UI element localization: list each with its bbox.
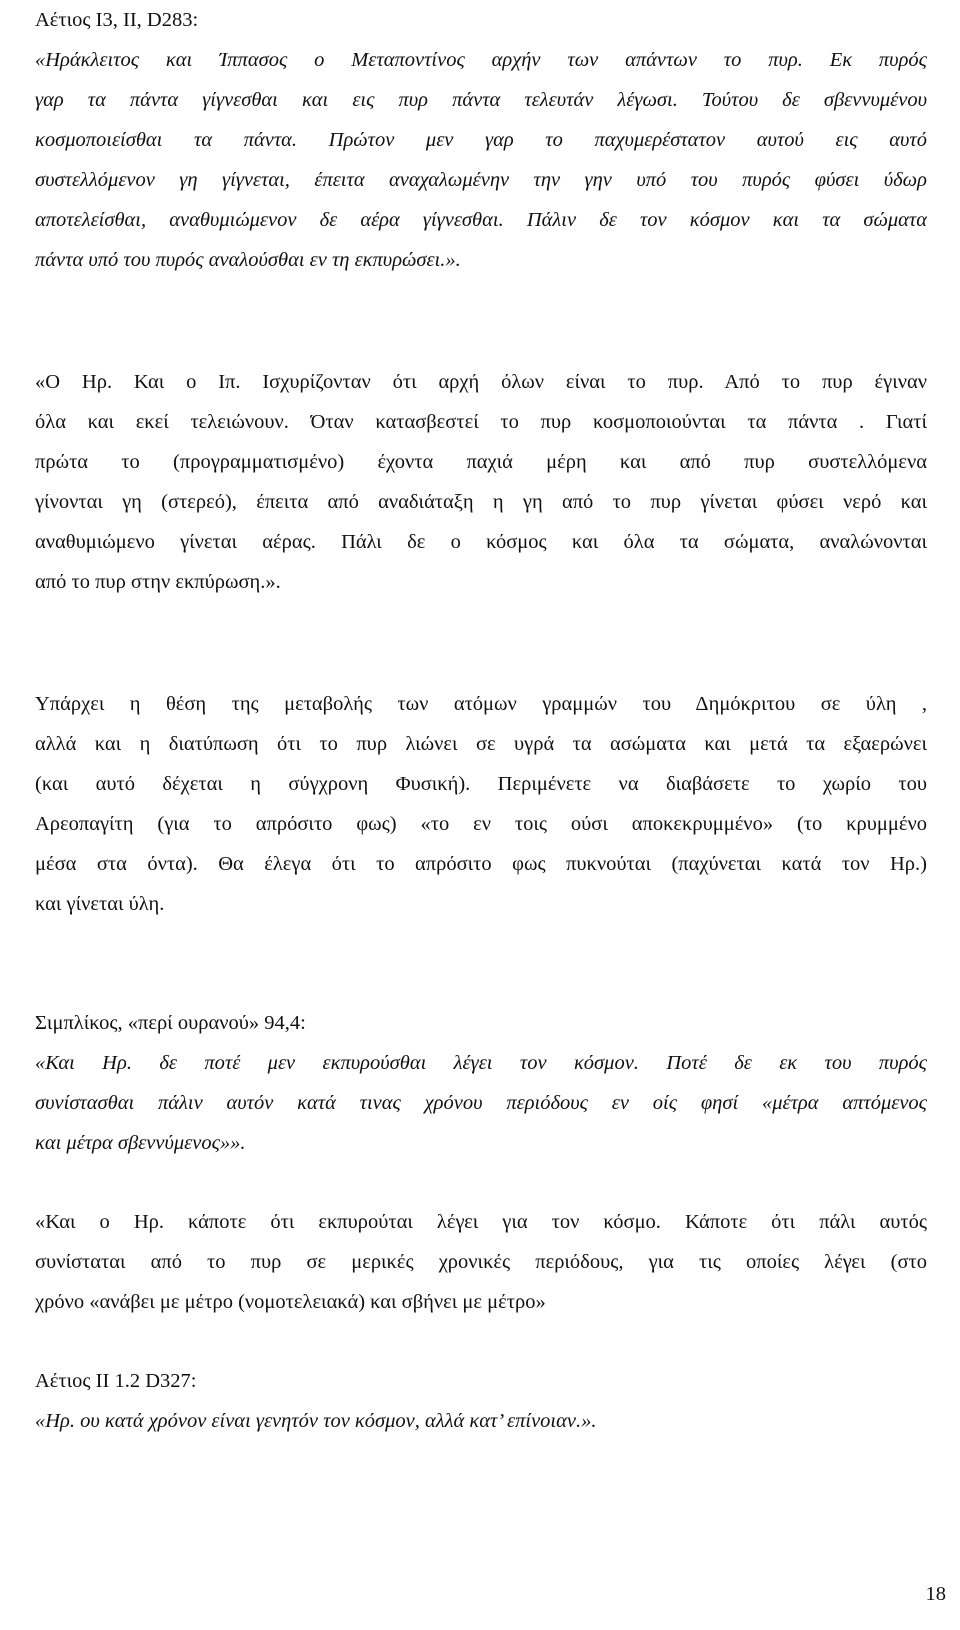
quote-line: «Ηρ. ου κατά χρόνον είναι γενητόν τον κόσμον, αλλά κατ’ επίνοιαν.». bbox=[35, 1410, 597, 1432]
translation-line: αναθυμιώμενο γίνεται αέρας. Πάλι δε ο κόσμος και όλα τα σώματα, αναλώνονται bbox=[35, 531, 927, 553]
quote-line: συστελλόμενον γη γίγνεται, έπειτα αναχαλωμένην την γην υπό του πυρός φύσει ύδωρ bbox=[35, 169, 927, 191]
translation-line: «Ο Ηρ. Και ο Ιπ. Ισχυρίζονταν ότι αρχή όλων είναι το πυρ. Από το πυρ έγιναν bbox=[35, 371, 927, 393]
paragraph-line: μέσα στα όντα). Θα έλεγα ότι το απρόσιτο φως πυκνούται (παχύνεται κατά τον Ηρ.) bbox=[35, 853, 927, 875]
commentary-paragraph bbox=[35, 684, 927, 924]
section-aetios-1 bbox=[35, 0, 927, 40]
section-simplikios bbox=[35, 1003, 927, 1043]
translation-line: γίνονται γη (στερεό), έπειτα από αναδιάταξη η γη από το πυρ γίνεται φύσει νερό και bbox=[35, 491, 927, 513]
paragraph-line: και γίνεται ύλη. bbox=[35, 893, 165, 915]
quote-line: αποτελείσθαι, αναθυμιώμενον δε αέρα γίγνεσθαι. Πάλιν δε τον κόσμον και τα σώματα bbox=[35, 209, 927, 231]
translation-2 bbox=[35, 1202, 927, 1322]
paragraph-line: αλλά και η διατύπωση ότι το πυρ λιώνει σε υγρά τα ασώματα και μετά τα εξαερώνει bbox=[35, 733, 927, 755]
page-number: 18 bbox=[925, 1583, 946, 1605]
section-heading: Αέτιος ΙΙ 1.2 D327: bbox=[35, 1370, 197, 1392]
ancient-quote-2 bbox=[35, 1043, 927, 1163]
quote-line: συνίστασθαι πάλιν αυτόν κατά τινας χρόνου περιόδους εν οίς φησί «μέτρα απτόμενος bbox=[35, 1092, 927, 1114]
translation-line: πρώτα το (προγραμματισμένο) έχοντα παχιά μέρη και από πυρ συστελλόμενα bbox=[35, 451, 927, 473]
translation-line: χρόνο «ανάβει με μέτρο (νομοτελειακά) και σβήνει με μέτρο» bbox=[35, 1291, 546, 1313]
paragraph-line: (και αυτό δέχεται η σύγχρονη Φυσική). Περιμένετε να διαβάσετε το χωρίο του bbox=[35, 773, 927, 795]
paragraph-line: Αρεοπαγίτη (για το απρόσιτο φως) «το εν τοις ούσι αποκεκρυμμένο» (το κρυμμένο bbox=[35, 813, 927, 835]
section-aetios-2 bbox=[35, 1361, 927, 1441]
quote-line: «Ηράκλειτος και Ίππασος ο Μεταποντίνος αρχήν των απάντων το πυρ. Εκ πυρός bbox=[35, 49, 927, 71]
paragraph-line: Υπάρχει η θέση της μεταβολής των ατόμων γραμμών του Δημόκριτου σε ύλη , bbox=[35, 693, 927, 715]
translation-1 bbox=[35, 362, 927, 602]
quote-line: και μέτρα σβεννύμενος»». bbox=[35, 1132, 246, 1154]
section-heading: Σιμπλίκος, «περί ουρανού» 94,4: bbox=[35, 1012, 306, 1034]
translation-line: όλα και εκεί τελειώνουν. Όταν κατασβεστεί το πυρ κοσμοποιούνται τα πάντα . Γιατί bbox=[35, 411, 927, 433]
translation-line: συνίσταται από το πυρ σε μερικές χρονικές περιόδους, για τις οποίες λέγει (στο bbox=[35, 1251, 927, 1273]
translation-line: από το πυρ στην εκπύρωση.». bbox=[35, 571, 281, 593]
quote-line: γαρ τα πάντα γίγνεσθαι και εις πυρ πάντα τελευτάν λέγωσι. Τούτου δε σβεννυμένου bbox=[35, 89, 927, 111]
section-heading: Αέτιος Ι3, ΙΙ, D283: bbox=[35, 9, 199, 31]
quote-line: κοσμοποιείσθαι τα πάντα. Πρώτον μεν γαρ το παχυμερέστατον αυτού εις αυτό bbox=[35, 129, 927, 151]
quote-line: πάντα υπό του πυρός αναλούσθαι εν τη εκπυρώσει.». bbox=[35, 249, 461, 271]
translation-line: «Και ο Ηρ. κάποτε ότι εκπυρούται λέγει για τον κόσμο. Κάποτε ότι πάλι αυτός bbox=[35, 1211, 927, 1233]
quote-line: «Και Ηρ. δε ποτέ μεν εκπυρούσθαι λέγει τον κόσμον. Ποτέ δε εκ του πυρός bbox=[35, 1052, 927, 1074]
ancient-quote-1 bbox=[35, 40, 927, 280]
